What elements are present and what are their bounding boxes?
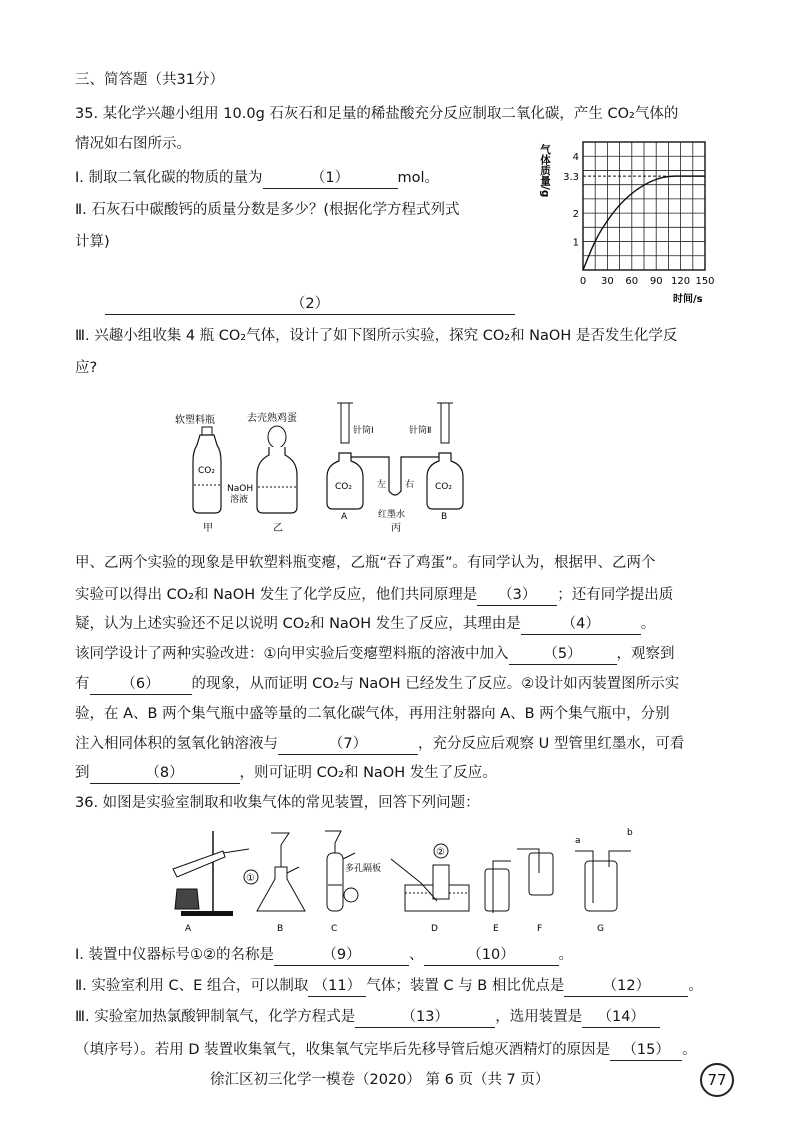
q35-part1 (75, 168, 439, 189)
blank-7[interactable]: （7） (278, 734, 418, 755)
q35-part2-line2: 计算) (75, 234, 110, 250)
blank-12[interactable]: （12） (564, 976, 688, 997)
y-axis-label: 气体质量/g (539, 144, 551, 198)
label-F: F (537, 924, 543, 934)
conical-flask (257, 867, 305, 911)
q36-part3-cont: （填序号）。若用 D 装置收集氧气，收集氧气完毕后先移导管后熄灭酒精灯的原因是 （15） 。 (75, 1040, 697, 1061)
label-B: B (277, 924, 284, 934)
co2-naoh-experiment-figure (165, 395, 495, 535)
marker-1: ① (246, 873, 255, 884)
blank-6[interactable]: （6） (90, 674, 192, 695)
q35-intro-line2: 情况如右图所示。 (75, 136, 191, 152)
test-tube-a (173, 851, 225, 877)
blank-1[interactable]: （1） (263, 168, 398, 189)
bottle-a-co2: CO₂ (335, 482, 352, 492)
blank-10[interactable]: （10） (424, 945, 559, 966)
syringe-1-label: 针筒Ⅰ (353, 426, 374, 436)
marker-2: ② (436, 847, 445, 858)
red-ink-label: 红墨水 (378, 510, 406, 520)
label-C: C (331, 924, 338, 934)
blank-15[interactable]: （15） (610, 1040, 682, 1061)
peeled-egg-label: 去壳熟鸡蛋 (247, 413, 297, 424)
gas-bottle-a (327, 453, 363, 509)
naoh-label: NaOH (227, 484, 254, 494)
y-tick-label: 1 (572, 237, 579, 249)
fig-bing-label: 丙 (391, 523, 401, 534)
page-number-badge: 77 (700, 1063, 734, 1097)
blank-9[interactable]: （9） (274, 945, 409, 966)
syringe-1 (341, 403, 349, 443)
x-tick-label: 60 (625, 276, 639, 287)
blank-11[interactable]: （11） (308, 976, 366, 997)
bottle-b-label: B (441, 512, 448, 522)
q36-part2: Ⅱ. 实验室利用 C、E 组合，可以制取 （11） 气体；装置 C 与 B 相比优点是 （12） 。 (75, 976, 703, 997)
x-tick-label: 90 (649, 276, 663, 287)
label-G: G (597, 924, 604, 934)
bottle-f (529, 853, 553, 895)
x-tick-label: 30 (601, 276, 614, 287)
porous-plate-label: 多孔隔板 (345, 864, 382, 874)
port-a-label: a (575, 836, 581, 846)
q35-text-4: 该同学设计了两种实验改进：①向甲实验后变瘪塑料瓶的溶液中加入 （5） ，观察到 (75, 644, 675, 665)
blank-3[interactable]: （3） (477, 585, 557, 606)
label-E: E (493, 924, 499, 934)
bottle-g (585, 861, 617, 911)
section-title: 三、简答题（共31分） (75, 72, 224, 88)
egg-flask (257, 447, 297, 513)
co2-mass-chart (535, 130, 735, 305)
q36-part3: Ⅲ. 实验室加热氯酸钾制氧气，化学方程式是 （13） ，选用装置是 （14） (75, 1007, 660, 1028)
q35-part2-answer (105, 294, 515, 315)
blank-14[interactable]: （14） (582, 1007, 660, 1028)
y-tick-label: 2 (572, 209, 579, 221)
label-D: D (431, 924, 438, 934)
q35-part1-unit: mol。 (397, 170, 440, 186)
collection-bottle-d (433, 865, 449, 899)
q35-text-2: 实验可以得出 CO₂和 NaOH 发生了化学反应，他们共同原理是 （3） ；还有同学提出质 (75, 585, 673, 606)
fig-jia-label: 甲 (203, 523, 213, 534)
gas-apparatus-figure (165, 823, 645, 938)
tube-c (327, 853, 343, 911)
port-b-label: b (627, 828, 633, 838)
label-A: A (185, 924, 192, 934)
q35-text-3: 疑，认为上述实验还不足以说明 CO₂和 NaOH 发生了反应，其理由是 （4） 。 (75, 614, 655, 635)
bottle-e (485, 869, 509, 911)
fig-yi-label: 乙 (273, 523, 283, 534)
q35-text-8: 到 （8） ，则可证明 CO₂和 NaOH 发生了反应。 (75, 763, 497, 784)
blank-4[interactable]: （4） (521, 614, 641, 635)
q35-text-7: 注入相同体积的氢氧化钠溶液与 （7） ，充分反应后观察 U 型管里红墨水，可看 (75, 734, 684, 755)
gas-bottle-b (427, 453, 463, 509)
y-tick-label: 4 (572, 152, 579, 164)
syringe-2 (441, 403, 449, 443)
egg-icon (268, 426, 286, 448)
blank-8[interactable]: （8） (90, 763, 240, 784)
x-tick-label: 150 (695, 276, 715, 287)
q35-text-5: 有 （6） 的现象，从而证明 CO₂与 NaOH 已经发生了反应。②设计如丙装置图所示实 (75, 674, 679, 695)
blank-2[interactable]: （2） (105, 294, 515, 315)
jia-co2: CO₂ (198, 466, 215, 476)
q35-part3-line1: Ⅲ. 兴趣小组收集 4 瓶 CO₂气体，设计了如下图所示实验，探究 CO₂和 NaOH 是否发生化学反 (75, 328, 678, 344)
solution-label: 溶液 (230, 495, 249, 505)
u-right-label: 右 (405, 480, 415, 490)
x-axis-label: 时间/s (673, 294, 703, 305)
q35-text-1: 甲、乙两个实验的现象是甲软塑料瓶变瘪，乙瓶“吞了鸡蛋”。有同学认为，根据甲、乙两个 (75, 555, 656, 571)
u-left-label: 左 (377, 480, 387, 490)
q36-intro: 36. 如图是实验室制取和收集气体的常见装置，回答下列问题： (75, 795, 480, 811)
y-tick-label: 3.3 (563, 172, 579, 184)
q35-part1-text: Ⅰ. 制取二氧化碳的物质的量为 (75, 170, 263, 186)
bottle-b-co2: CO₂ (435, 482, 452, 492)
alcohol-lamp (175, 889, 199, 909)
q35-part2-line1: Ⅱ. 石灰石中碳酸钙的质量分数是多少？(根据化学方程式列式 (75, 202, 460, 218)
x-tick-label: 0 (579, 276, 587, 287)
blank-5[interactable]: （5） (509, 644, 617, 665)
blank-13[interactable]: （13） (355, 1007, 495, 1028)
x-tick-label: 120 (671, 276, 691, 287)
page-footer: 徐汇区初三化学一模卷（2020） 第 6 页（共 7 页） (210, 1072, 550, 1088)
q35-text-6: 验，在 A、B 两个集气瓶中盛等量的二氧化碳气体，再用注射器向 A、B 两个集气瓶中，分别 (75, 706, 670, 722)
q35-intro-line1: 35. 某化学兴趣小组用 10.0g 石灰石和足量的稀盐酸充分反应制取二氧化碳，产生 CO₂气体的 (75, 106, 679, 122)
q36-part1: Ⅰ. 装置中仪器标号①②的名称是 （9） 、 （10） 。 (75, 945, 573, 966)
q35-part3-line2: 应? (75, 360, 98, 376)
u-tube (351, 457, 439, 495)
bottle-cap (202, 427, 212, 435)
bottle-a-label: A (341, 512, 348, 522)
syringe-2-label: 针筒Ⅱ (409, 426, 432, 436)
soft-bottle-label: 软塑料瓶 (175, 415, 215, 426)
